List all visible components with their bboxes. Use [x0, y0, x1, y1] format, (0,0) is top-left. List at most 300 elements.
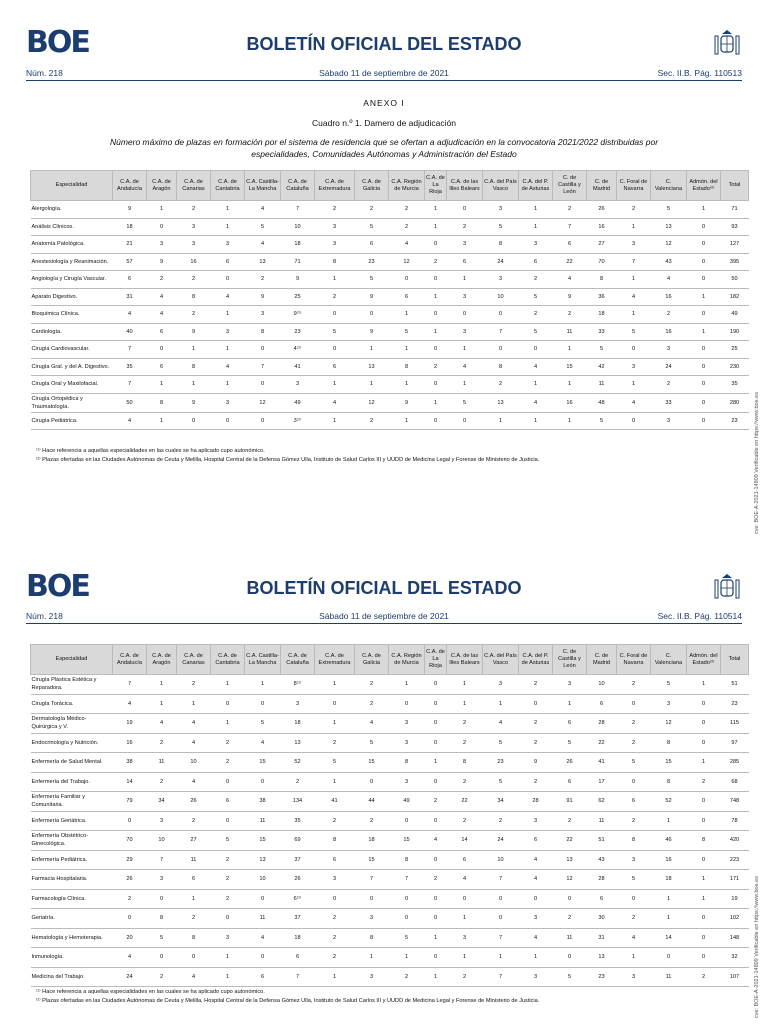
value-cell: 1	[315, 376, 355, 394]
value-cell: 24	[483, 253, 519, 271]
column-header: C. Valenciana	[651, 171, 687, 201]
value-cell: 79	[113, 792, 147, 812]
value-cell: 3	[483, 675, 519, 695]
value-cell: 0	[687, 811, 721, 831]
value-cell: 9⁽¹⁾	[281, 306, 315, 324]
value-cell: 3	[177, 236, 211, 254]
value-cell: 3	[211, 323, 245, 341]
value-cell: 7	[281, 967, 315, 987]
footnote-2: ⁽²⁾ Plazas ofertadas en las Ciudades Autónomas de Ceuta y Melilla, Hospital Central de la Defensa Gómez Ulla, Instituto de Salud Carlos III y UUDD de Medicina Legal y Forense de Ministerio de Justicia.	[36, 457, 540, 463]
value-cell: 2	[177, 306, 211, 324]
specialty-cell: Dermatología Médico-Quirúrgica y V.	[31, 714, 113, 734]
table-row	[31, 948, 749, 968]
value-cell: 1	[211, 967, 245, 987]
issue-info	[26, 68, 742, 80]
value-cell: 2	[147, 733, 177, 753]
value-cell: 2	[177, 909, 211, 929]
value-cell: 19	[721, 889, 749, 909]
value-cell: 2	[617, 714, 651, 734]
value-cell: 1	[483, 948, 519, 968]
value-cell: 18	[281, 928, 315, 948]
value-cell: 4	[519, 358, 553, 376]
value-cell: 51	[721, 675, 749, 695]
value-cell: 4	[245, 733, 281, 753]
value-cell: 3	[147, 236, 177, 254]
value-cell: 7	[113, 675, 147, 695]
value-cell: 1	[177, 341, 211, 359]
value-cell: 2	[447, 811, 483, 831]
value-cell: 5	[587, 341, 617, 359]
value-cell: 4	[113, 948, 147, 968]
value-cell: 8	[315, 831, 355, 851]
value-cell: 0	[245, 948, 281, 968]
value-cell: 8	[651, 733, 687, 753]
value-cell: 0	[687, 393, 721, 412]
value-cell: 1	[483, 412, 519, 430]
value-cell: 15	[245, 831, 281, 851]
value-cell: 2	[447, 714, 483, 734]
value-cell: 8	[147, 909, 177, 929]
page-header	[26, 25, 742, 60]
value-cell: 5	[355, 218, 389, 236]
column-header: C.A. de La Rioja	[425, 171, 447, 201]
value-cell: 0	[425, 236, 447, 254]
specialty-cell: Endocrinología y Nutrición.	[31, 733, 113, 753]
column-header: C.A. Región de Murcia	[389, 645, 425, 675]
value-cell: 1	[447, 948, 483, 968]
value-cell: 2	[519, 772, 553, 792]
value-cell: 12	[355, 393, 389, 412]
value-cell: 7	[553, 218, 587, 236]
value-cell: 5	[651, 675, 687, 695]
value-cell: 0	[687, 306, 721, 324]
table-row	[31, 694, 749, 714]
table-row	[31, 306, 749, 324]
column-header: C.A. de Aragón	[147, 645, 177, 675]
value-cell: 22	[553, 831, 587, 851]
value-cell: 2	[355, 675, 389, 695]
value-cell: 1	[315, 714, 355, 734]
value-cell: 6	[553, 714, 587, 734]
value-cell: 115	[721, 714, 749, 734]
value-cell: 13	[281, 733, 315, 753]
specialty-cell: Aparato Digestivo.	[31, 288, 113, 306]
value-cell: 2	[617, 201, 651, 219]
value-cell: 0	[245, 412, 281, 430]
value-cell: 2	[177, 675, 211, 695]
value-cell: 7	[245, 358, 281, 376]
value-cell: 49	[389, 792, 425, 812]
column-header: C. de Castilla y León	[553, 645, 587, 675]
allocation-table	[30, 170, 749, 430]
value-cell: 5	[389, 928, 425, 948]
value-cell: 2	[553, 306, 587, 324]
value-cell: 0	[245, 694, 281, 714]
value-cell: 1	[315, 967, 355, 987]
value-cell: 0	[687, 948, 721, 968]
value-cell: 1	[389, 306, 425, 324]
value-cell: 8	[315, 253, 355, 271]
value-cell: 4	[519, 393, 553, 412]
value-cell: 0	[651, 948, 687, 968]
value-cell: 395	[721, 253, 749, 271]
verification-text: cve: BOE-A-2021-14809 Verificable en https://www.boe.es	[754, 392, 760, 535]
column-header: C.A. de Canarias	[177, 171, 211, 201]
value-cell: 0	[687, 218, 721, 236]
value-cell: 0	[245, 376, 281, 394]
value-cell: 3	[617, 236, 651, 254]
column-header: Admón. del Estado⁽²⁾	[687, 171, 721, 201]
value-cell: 11	[553, 323, 587, 341]
value-cell: 16	[113, 733, 147, 753]
value-cell: 6	[587, 694, 617, 714]
value-cell: 1	[447, 694, 483, 714]
value-cell: 2	[447, 733, 483, 753]
value-cell: 2	[177, 201, 211, 219]
value-cell: 1	[211, 714, 245, 734]
value-cell: 1	[553, 376, 587, 394]
value-cell: 1	[147, 694, 177, 714]
value-cell: 12	[651, 236, 687, 254]
value-cell: 1	[425, 753, 447, 773]
footnote-1: ⁽¹⁾ Hace referencia a aquellas especialidades en las cuales se ha aplicado cupo autonómico.	[36, 989, 265, 995]
value-cell: 2	[519, 675, 553, 695]
value-cell: 69	[281, 831, 315, 851]
value-cell: 0	[483, 341, 519, 359]
value-cell: 38	[113, 753, 147, 773]
value-cell: 182	[721, 288, 749, 306]
value-cell: 1	[651, 909, 687, 929]
specialty-cell: Enfermería Pediátrica.	[31, 850, 113, 870]
page-header	[26, 569, 742, 604]
column-header: C.A. de Cantabria	[211, 645, 245, 675]
value-cell: 2	[315, 811, 355, 831]
specialty-cell: Enfermería Familiar y Comunitaria.	[31, 792, 113, 812]
value-cell: 9	[281, 271, 315, 289]
value-cell: 0	[687, 341, 721, 359]
value-cell: 28	[587, 870, 617, 890]
value-cell: 107	[721, 967, 749, 987]
value-cell: 5	[147, 928, 177, 948]
value-cell: 0	[355, 306, 389, 324]
issue-number: Núm. 218	[26, 611, 63, 621]
value-cell: 0	[687, 253, 721, 271]
value-cell: 2	[651, 306, 687, 324]
value-cell: 27	[587, 236, 617, 254]
value-cell: 2	[177, 271, 211, 289]
value-cell: 7	[355, 870, 389, 890]
value-cell: 42	[587, 358, 617, 376]
value-cell: 26	[281, 870, 315, 890]
value-cell: 6	[245, 967, 281, 987]
value-cell: 1	[553, 412, 587, 430]
value-cell: 8	[587, 271, 617, 289]
table-row	[31, 909, 749, 929]
table-row	[31, 341, 749, 359]
specialty-cell: Angiología y Cirugía Vascular.	[31, 271, 113, 289]
specialty-cell: Hematología y Hemoterapia.	[31, 928, 113, 948]
value-cell: 1	[389, 376, 425, 394]
value-cell: 15	[651, 753, 687, 773]
value-cell: 6	[389, 288, 425, 306]
value-cell: 6	[177, 870, 211, 890]
value-cell: 24	[651, 358, 687, 376]
value-cell: 18	[355, 831, 389, 851]
value-cell: 1	[687, 288, 721, 306]
value-cell: 280	[721, 393, 749, 412]
value-cell: 26	[553, 753, 587, 773]
value-cell: 6	[315, 358, 355, 376]
column-header: C.A. de Andalucía	[113, 171, 147, 201]
value-cell: 11	[651, 967, 687, 987]
table-row	[31, 271, 749, 289]
value-cell: 190	[721, 323, 749, 341]
value-cell: 3	[315, 218, 355, 236]
value-cell: 4	[113, 694, 147, 714]
value-cell: 5	[389, 323, 425, 341]
table-description: Número máximo de plazas en formación por el sistema de residencia que se ofertan a adjudicación en la convocatoria 2021/2022 distribuidas por especialidades, Comunidades Autónomas y Administración del Estado	[109, 137, 659, 159]
value-cell: 9	[147, 253, 177, 271]
value-cell: 97	[721, 733, 749, 753]
value-cell: 1	[447, 271, 483, 289]
value-cell: 7	[281, 201, 315, 219]
value-cell: 4	[447, 358, 483, 376]
value-cell: 0	[147, 341, 177, 359]
value-cell: 0	[687, 850, 721, 870]
value-cell: 420	[721, 831, 749, 851]
value-cell: 2	[617, 909, 651, 929]
specialty-cell: Cirugía Pediátrica.	[31, 412, 113, 430]
value-cell: 68	[721, 772, 749, 792]
value-cell: 0	[389, 271, 425, 289]
table-row	[31, 412, 749, 430]
value-cell: 2	[519, 306, 553, 324]
value-cell: 2	[483, 376, 519, 394]
value-cell: 18	[113, 218, 147, 236]
section-page: Sec. II.B. Pág. 110514	[657, 611, 742, 621]
value-cell: 0	[425, 412, 447, 430]
value-cell: 3	[651, 412, 687, 430]
value-cell: 8	[147, 393, 177, 412]
value-cell: 9	[177, 393, 211, 412]
value-cell: 23	[721, 694, 749, 714]
value-cell: 2	[617, 811, 651, 831]
value-cell: 0	[425, 306, 447, 324]
coat-of-arms-icon	[712, 28, 742, 60]
value-cell: 0	[617, 694, 651, 714]
value-cell: 7	[147, 850, 177, 870]
value-cell: 0	[211, 412, 245, 430]
table-row	[31, 792, 749, 812]
value-cell: 1	[355, 376, 389, 394]
header-rule	[26, 80, 742, 81]
value-cell: 11	[245, 909, 281, 929]
value-cell: 148	[721, 928, 749, 948]
value-cell: 5	[587, 412, 617, 430]
value-cell: 0	[447, 306, 483, 324]
value-cell: 1	[211, 341, 245, 359]
value-cell: 0	[519, 694, 553, 714]
value-cell: 6	[355, 236, 389, 254]
value-cell: 6	[147, 323, 177, 341]
footnote-1: ⁽¹⁾ Hace referencia a aquellas especialidades en las cuales se ha aplicado cupo autonómico.	[36, 448, 265, 454]
value-cell: 8	[447, 753, 483, 773]
table-row	[31, 928, 749, 948]
value-cell: 41	[281, 358, 315, 376]
value-cell: 3	[389, 772, 425, 792]
value-cell: 30	[587, 909, 617, 929]
value-cell: 9	[177, 323, 211, 341]
value-cell: 0	[315, 889, 355, 909]
value-cell: 3	[651, 694, 687, 714]
value-cell: 134	[281, 792, 315, 812]
value-cell: 1	[355, 948, 389, 968]
value-cell: 3	[389, 733, 425, 753]
value-cell: 285	[721, 753, 749, 773]
value-cell: 0	[113, 909, 147, 929]
table-row	[31, 393, 749, 412]
value-cell: 93	[721, 218, 749, 236]
value-cell: 0	[177, 412, 211, 430]
value-cell: 0	[211, 772, 245, 792]
value-cell: 5	[355, 733, 389, 753]
value-cell: 17	[587, 772, 617, 792]
column-header: C.A. de Cataluña	[281, 645, 315, 675]
value-cell: 6	[211, 792, 245, 812]
value-cell: 2	[447, 967, 483, 987]
column-header: Especialidad	[31, 645, 113, 675]
value-cell: 26	[587, 201, 617, 219]
allocation-table	[30, 644, 749, 987]
value-cell: 11	[587, 376, 617, 394]
value-cell: 52	[281, 753, 315, 773]
value-cell: 70	[587, 253, 617, 271]
value-cell: 1	[447, 341, 483, 359]
value-cell: 71	[281, 253, 315, 271]
value-cell: 0	[447, 889, 483, 909]
value-cell: 34	[147, 792, 177, 812]
footnote-2: ⁽²⁾ Plazas ofertadas en las Ciudades Autónomas de Ceuta y Melilla, Hospital Central de la Defensa Gómez Ulla, Instituto de Salud Carlos III y UUDD de Medicina Legal y Forense de Ministerio de Justicia.	[36, 998, 540, 1004]
value-cell: 8	[177, 928, 211, 948]
value-cell: 8	[355, 928, 389, 948]
value-cell: 0	[425, 694, 447, 714]
value-cell: 7	[617, 253, 651, 271]
column-header: C.A. del P. de Asturias	[519, 171, 553, 201]
column-header: C.A. del País Vasco	[483, 171, 519, 201]
table-row	[31, 236, 749, 254]
value-cell: 2	[281, 772, 315, 792]
value-cell: 2	[147, 271, 177, 289]
value-cell: 26	[177, 792, 211, 812]
value-cell: 24	[113, 967, 147, 987]
value-cell: 2	[147, 967, 177, 987]
issue-date: Sábado 11 de septiembre de 2021	[319, 611, 449, 621]
value-cell: 9	[553, 288, 587, 306]
specialty-cell: Cirugía Plástica Estética y Reparadora.	[31, 675, 113, 695]
value-cell: 2	[211, 753, 245, 773]
value-cell: 1	[617, 271, 651, 289]
value-cell: 1	[617, 306, 651, 324]
issue-info	[26, 611, 742, 623]
value-cell: 5	[483, 218, 519, 236]
value-cell: 127	[721, 236, 749, 254]
column-header: C.A. de las Illes Balears	[447, 645, 483, 675]
value-cell: 748	[721, 792, 749, 812]
value-cell: 15	[389, 831, 425, 851]
value-cell: 11	[553, 928, 587, 948]
value-cell: 5	[617, 870, 651, 890]
value-cell: 0	[617, 889, 651, 909]
value-cell: 1	[687, 889, 721, 909]
specialty-cell: Medicina del Trabajo.	[31, 967, 113, 987]
table-row	[31, 753, 749, 773]
value-cell: 13	[245, 850, 281, 870]
value-cell: 23	[281, 323, 315, 341]
value-cell: 22	[447, 792, 483, 812]
value-cell: 4	[315, 393, 355, 412]
value-cell: 5	[483, 733, 519, 753]
value-cell: 2	[315, 948, 355, 968]
value-cell: 0	[687, 928, 721, 948]
value-cell: 10	[587, 675, 617, 695]
column-header: C.A. de Andalucía	[113, 645, 147, 675]
value-cell: 1	[687, 753, 721, 773]
value-cell: 13	[245, 253, 281, 271]
value-cell: 6	[211, 253, 245, 271]
value-cell: 0	[245, 341, 281, 359]
value-cell: 4	[177, 714, 211, 734]
value-cell: 9	[389, 393, 425, 412]
value-cell: 2	[245, 271, 281, 289]
value-cell: 3	[447, 236, 483, 254]
value-cell: 2	[553, 811, 587, 831]
value-cell: 1	[553, 694, 587, 714]
value-cell: 2	[425, 253, 447, 271]
value-cell: 8	[483, 236, 519, 254]
value-cell: 23	[483, 753, 519, 773]
value-cell: 24	[483, 831, 519, 851]
value-cell: 0	[177, 948, 211, 968]
value-cell: 1	[687, 675, 721, 695]
specialty-cell: Análisis Clínicos.	[31, 218, 113, 236]
table-row	[31, 967, 749, 987]
value-cell: 0	[425, 811, 447, 831]
value-cell: 6	[553, 772, 587, 792]
value-cell: 3	[211, 928, 245, 948]
value-cell: 10	[147, 831, 177, 851]
value-cell: 230	[721, 358, 749, 376]
value-cell: 10	[177, 753, 211, 773]
value-cell: 18	[281, 236, 315, 254]
value-cell: 223	[721, 850, 749, 870]
value-cell: 4	[519, 870, 553, 890]
value-cell: 2	[447, 218, 483, 236]
value-cell: 10	[483, 288, 519, 306]
value-cell: 3	[389, 714, 425, 734]
value-cell: 37	[281, 909, 315, 929]
value-cell: 4⁽¹⁾	[281, 341, 315, 359]
issue-date: Sábado 11 de septiembre de 2021	[319, 68, 449, 78]
value-cell: 4	[177, 772, 211, 792]
value-cell: 16	[651, 850, 687, 870]
value-cell: 5	[553, 967, 587, 987]
value-cell: 28	[519, 792, 553, 812]
specialty-cell: Cirugía Cardiovascular.	[31, 341, 113, 359]
table-row	[31, 358, 749, 376]
value-cell: 4	[519, 928, 553, 948]
value-cell: 4	[147, 714, 177, 734]
value-cell: 1	[211, 201, 245, 219]
